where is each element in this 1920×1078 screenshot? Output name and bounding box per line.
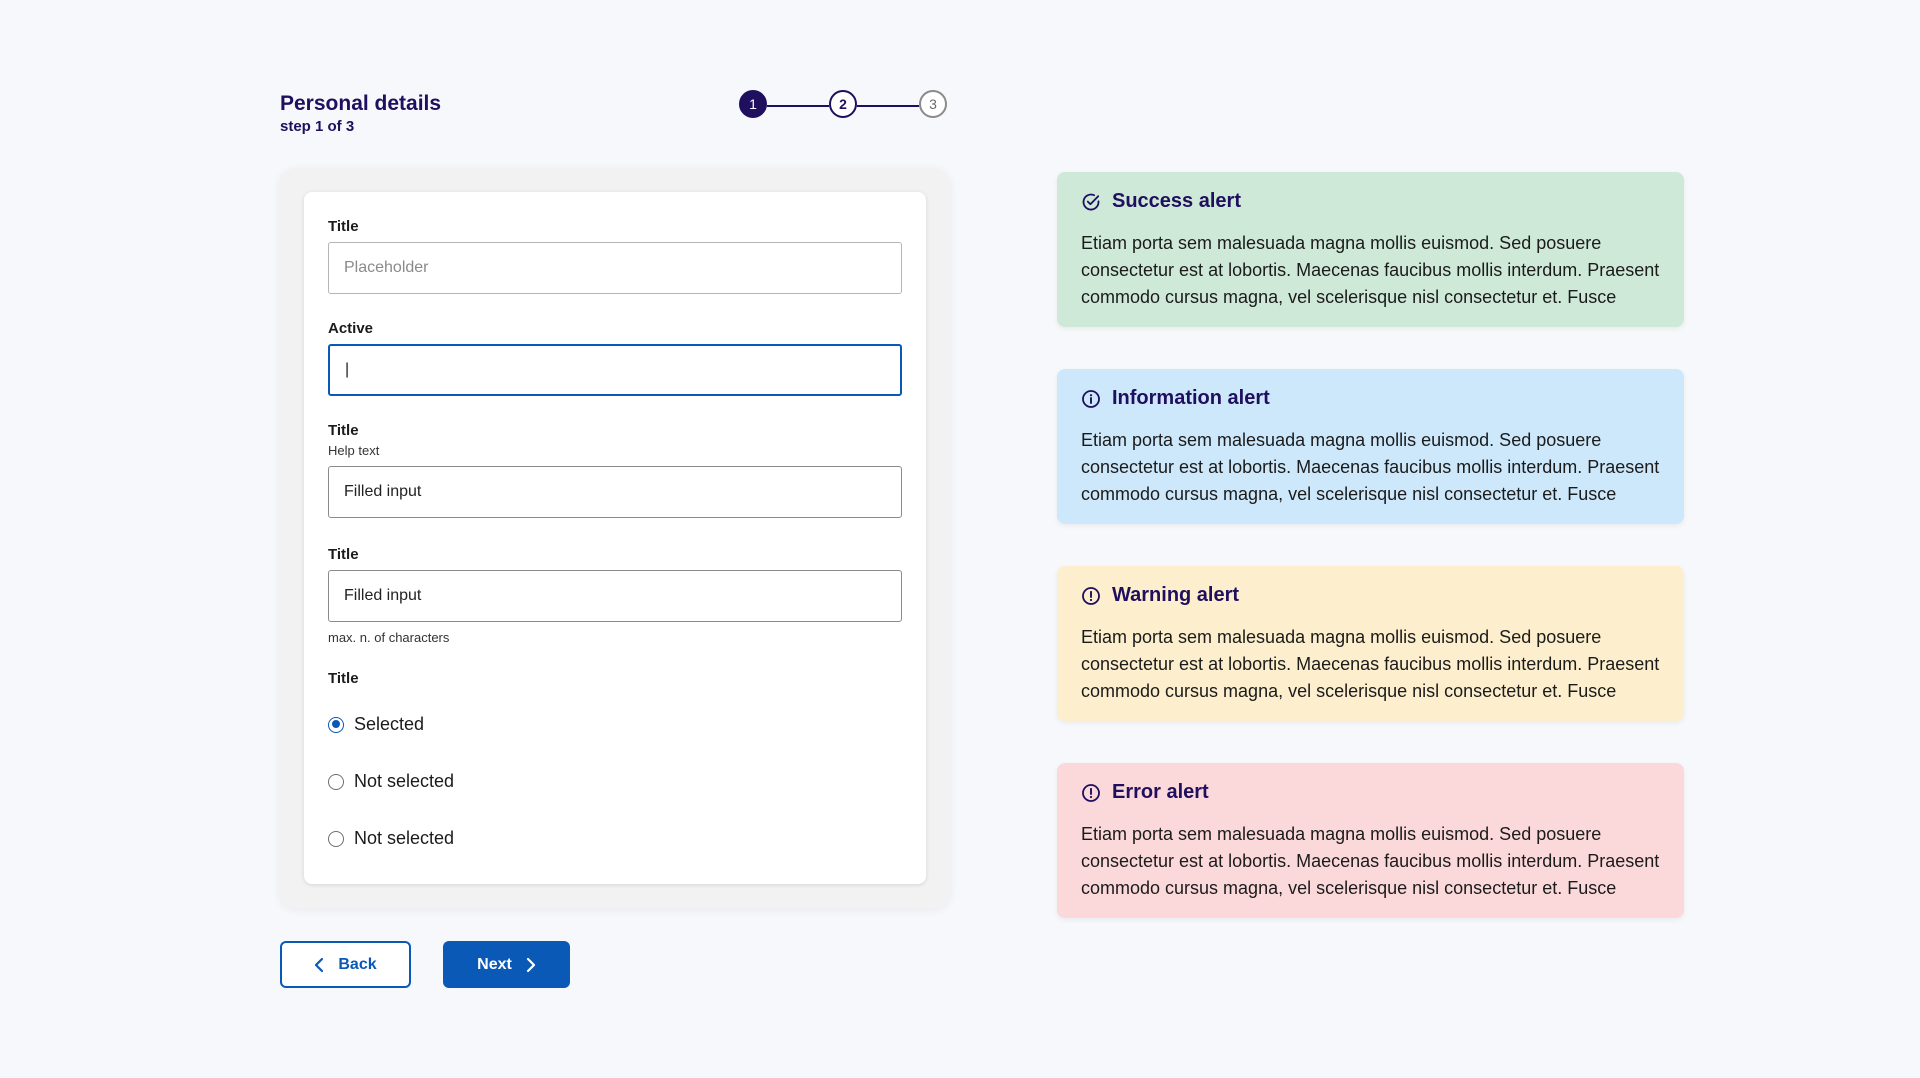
radio-button[interactable]	[328, 831, 344, 847]
filled-input[interactable]	[328, 466, 902, 518]
next-button[interactable]	[443, 941, 570, 988]
alert-title: Success alert	[1112, 190, 1241, 212]
step-1-indicator[interactable]: 1	[739, 90, 767, 118]
stepper-connector	[767, 105, 829, 107]
step-3-indicator[interactable]: 3	[919, 90, 947, 118]
alert-title: Error alert	[1112, 781, 1209, 803]
chevron-right-icon	[526, 957, 536, 973]
stepper	[739, 90, 951, 122]
radio-option[interactable]	[328, 771, 454, 792]
exclamation-circle-icon	[1081, 783, 1101, 803]
filled-input[interactable]	[328, 570, 902, 622]
title-field	[328, 218, 902, 235]
radio-button[interactable]	[328, 774, 344, 790]
radio-label: Not selected	[354, 771, 455, 791]
next-button-label: Next	[477, 955, 512, 973]
back-button[interactable]	[280, 941, 411, 988]
field-label: Active	[328, 320, 374, 337]
alert-title: Warning alert	[1112, 584, 1240, 606]
chevron-left-icon	[314, 957, 324, 973]
field-label: Title	[328, 546, 359, 563]
warning-alert	[1057, 566, 1684, 721]
page-title: Personal details	[280, 92, 442, 115]
title-input[interactable]	[328, 242, 902, 294]
check-circle-icon	[1081, 192, 1101, 212]
info-circle-icon	[1081, 389, 1101, 409]
information-alert	[1057, 369, 1684, 524]
active-input[interactable]	[328, 344, 902, 396]
radio-option[interactable]	[328, 714, 424, 735]
error-alert	[1057, 763, 1684, 918]
field-label: Title	[328, 670, 359, 687]
form-card-inner	[304, 192, 926, 884]
radio-group-label	[328, 670, 902, 687]
success-alert	[1057, 172, 1684, 327]
character-limit-note: max. n. of characters	[328, 630, 450, 645]
field-label: Title	[328, 218, 359, 235]
page-header	[280, 92, 441, 135]
exclamation-circle-icon	[1081, 586, 1101, 606]
stepper-connector	[857, 105, 919, 107]
alert-text: Etiam porta sem malesuada magna mollis euismod. Sed posuere consectetur est at lobortis. Maecenas faucibus mollis interdum. Praesent commodo cursus magna, vel scelerisque nisl consectetur et. Fusce	[1081, 824, 1660, 898]
char-limit-field	[328, 546, 902, 645]
back-button-label: Back	[338, 955, 377, 973]
field-label: Title	[328, 422, 359, 439]
page-subtitle: step 1 of 3	[280, 118, 355, 135]
help-text: Help text	[328, 443, 380, 458]
alert-text: Etiam porta sem malesuada magna mollis euismod. Sed posuere consectetur est at lobortis. Maecenas faucibus mollis interdum. Praesent commodo cursus magna, vel scelerisque nisl consectetur et. Fusce	[1081, 233, 1660, 307]
step-2-indicator[interactable]: 2	[829, 90, 857, 118]
active-field	[328, 320, 902, 337]
radio-label: Not selected	[354, 828, 455, 848]
radio-option[interactable]	[328, 828, 454, 849]
form-card	[280, 168, 950, 908]
alert-text: Etiam porta sem malesuada magna mollis euismod. Sed posuere consectetur est at lobortis. Maecenas faucibus mollis interdum. Praesent commodo cursus magna, vel scelerisque nisl consectetur et. Fusce	[1081, 430, 1660, 504]
alert-title: Information alert	[1112, 387, 1270, 409]
help-text-field	[328, 422, 902, 458]
radio-label: Selected	[354, 714, 425, 734]
radio-button-checked[interactable]	[328, 717, 344, 733]
alert-text: Etiam porta sem malesuada magna mollis euismod. Sed posuere consectetur est at lobortis. Maecenas faucibus mollis interdum. Praesent commodo cursus magna, vel scelerisque nisl consectetur et. Fusce	[1081, 627, 1660, 701]
